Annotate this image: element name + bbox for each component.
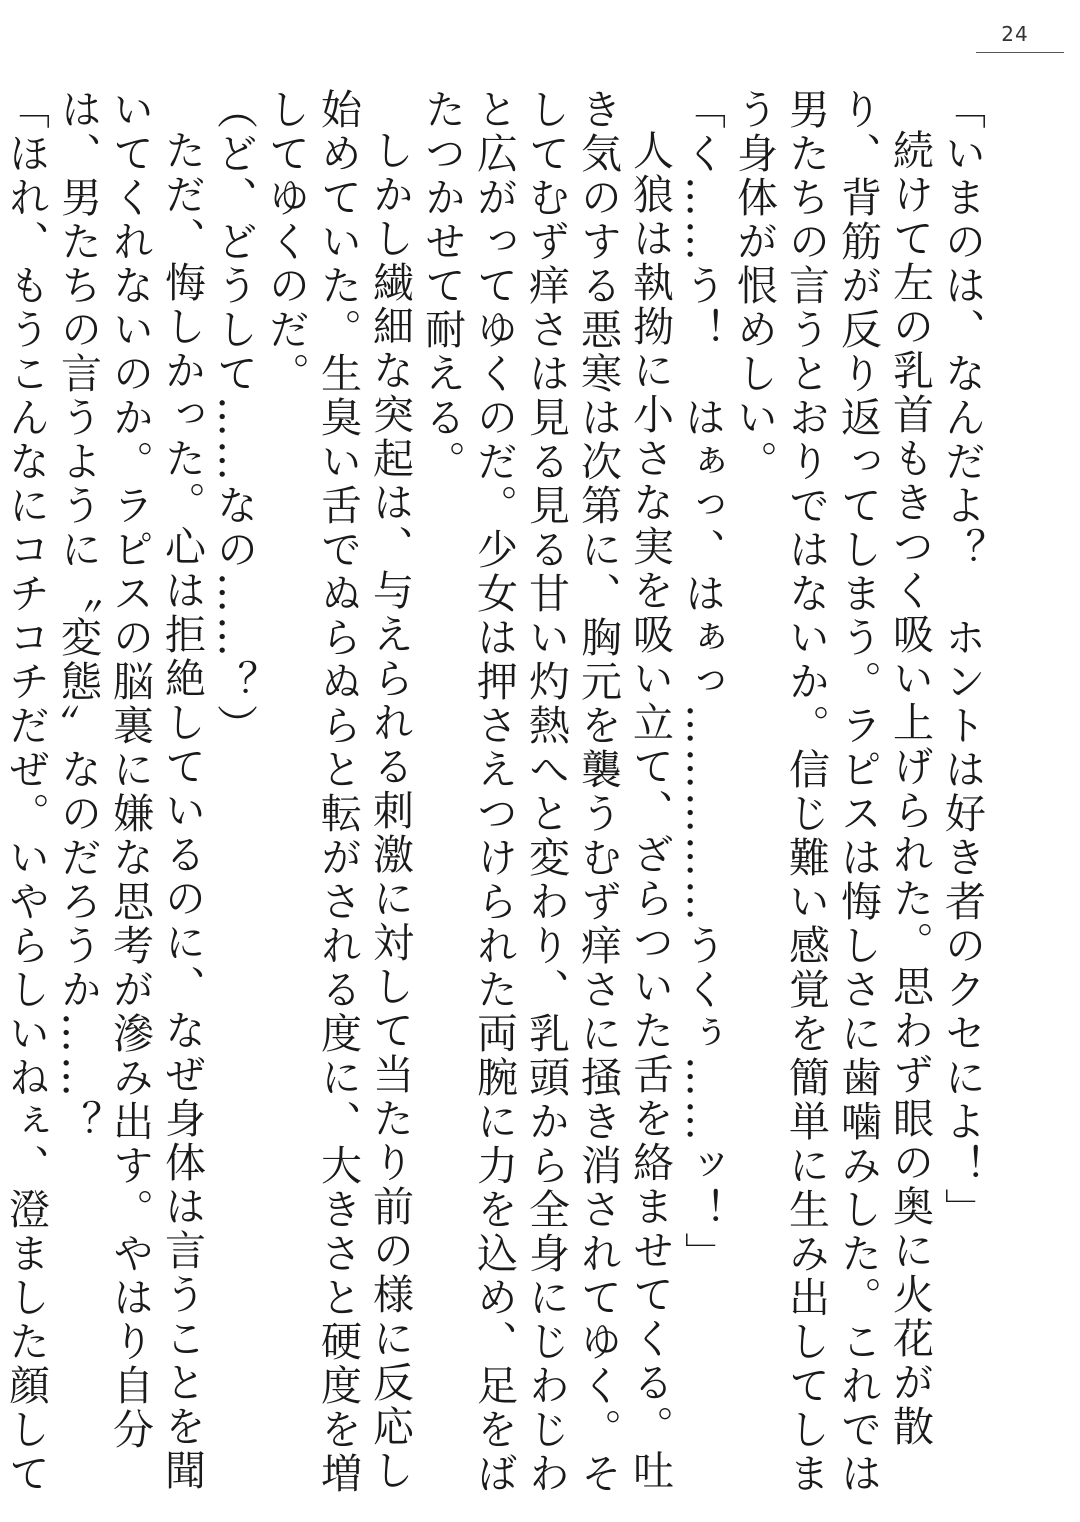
paragraph-2: 続けて左の乳首もきつく吸い上げられた。思わず眼の奥に火花が散り、背筋が反り返ってしまう。ラピスは悔しさに歯噛みした。これでは男たちの言うとおりではないか。信じ難い感覚を簡単に生み出してしまう身体が恨めしい。 <box>730 88 934 1496</box>
page-number: 24 <box>1001 22 1029 46</box>
paragraph-8: 「ほれ、もうこんなにコチコチだぜ。いやらしいねぇ、澄ました顔して <box>2 88 50 1496</box>
paragraph-5: しかし繊細な突起は、与えられる刺激に対して当たり前の様に反応し始めていた。生臭い舌でぬらぬらと転がされる度に、大きさと硬度を増してゆくのだ。 <box>262 88 414 1496</box>
paragraph-4: 人狼は執拗に小さな実を吸い立て、ざらついた舌を絡ませてくる。吐き気のする悪寒は次第に、胸元を襲うむず痒さに掻き消されてゆく。そしてむず痒さは見る見る甘い灼熱へと変わり、乳頭から全身にじわじわと広がってゆくのだ。少女は押さえつけられた両腕に力を込め、足をばたつかせて耐える。 <box>418 88 674 1496</box>
paragraph-3: 「く……う！ はぁっ、はぁっ……………うくぅ……ッ！」 <box>678 88 726 1276</box>
paragraph-6: （ど、どうして……なの……？） <box>210 88 258 748</box>
novel-body-text <box>2 88 988 1498</box>
paragraph-7: ただ、悔しかった。心は拒絶しているのに、なぜ身体は言うことを聞いてくれないのか。ラピスの脳裏に嫌な思考が滲み出す。やはり自分は、男たちの言うように〝変態〟なのだろうか……？ <box>54 88 206 1493</box>
paragraph-1: 「いまのは、なんだよ？ ホントは好き者のクセによ！」 <box>938 88 986 1232</box>
page-number-rule <box>976 52 1064 53</box>
